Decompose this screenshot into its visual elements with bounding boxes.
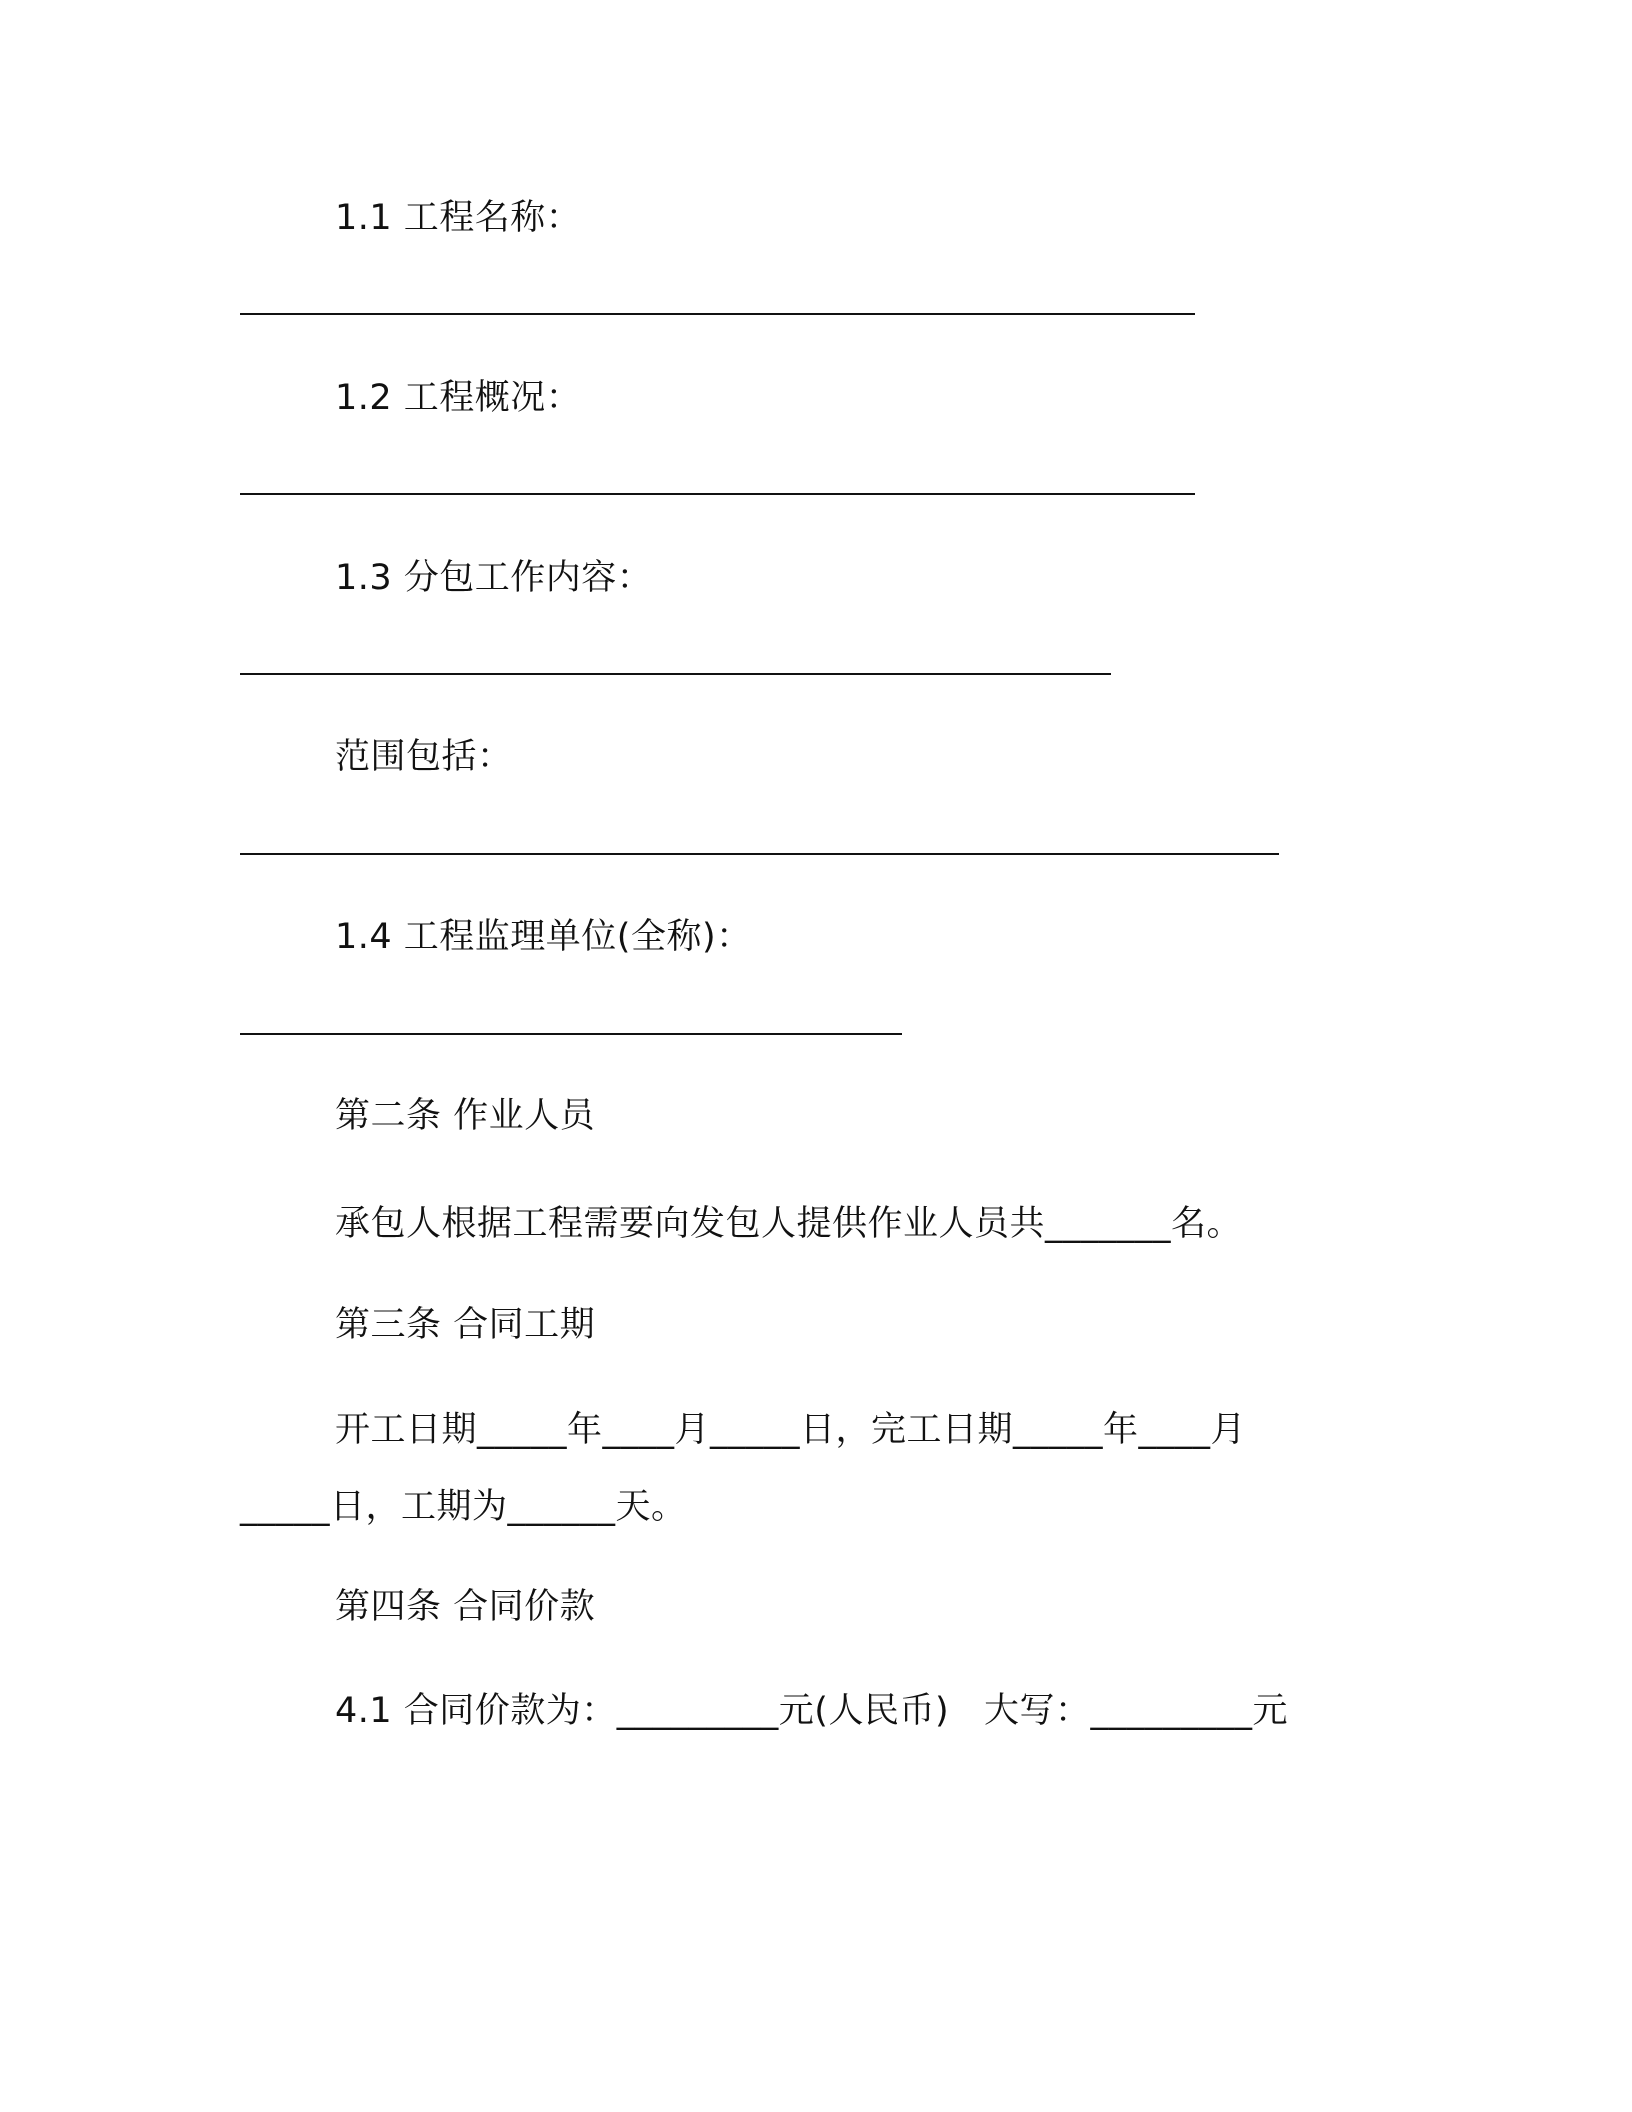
scope-label: 范围包括： [335, 737, 513, 777]
article-3-body-line1: 开工日期_____年____月_____日，完工日期_____年____月 [335, 1410, 1247, 1450]
blank-line-scope [240, 853, 1279, 855]
blank-line-subcontract-content [240, 673, 1111, 675]
item-1-2-label: 1.2 工程概况： [335, 378, 582, 418]
blank-line-project-name [240, 313, 1195, 315]
article-3-heading: 第三条 合同工期 [335, 1305, 596, 1345]
article-2-body: 承包人根据工程需要向发包人提供作业人员共_______名。 [335, 1204, 1243, 1244]
item-1-3-label: 1.3 分包工作内容： [335, 558, 653, 598]
article-4-heading: 第四条 合同价款 [335, 1587, 596, 1627]
article-2-heading: 第二条 作业人员 [335, 1096, 596, 1136]
article-3-body-line2: _____日，工期为______天。 [240, 1487, 687, 1527]
blank-line-project-overview [240, 493, 1195, 495]
item-1-1-label: 1.1 工程名称： [335, 198, 582, 238]
blank-line-supervision-unit [240, 1033, 902, 1035]
item-1-4-label: 1.4 工程监理单位(全称)： [335, 917, 752, 957]
item-4-1-line: 4.1 合同价款为：_________元(人民币) 大写：_________元 [335, 1691, 1288, 1731]
